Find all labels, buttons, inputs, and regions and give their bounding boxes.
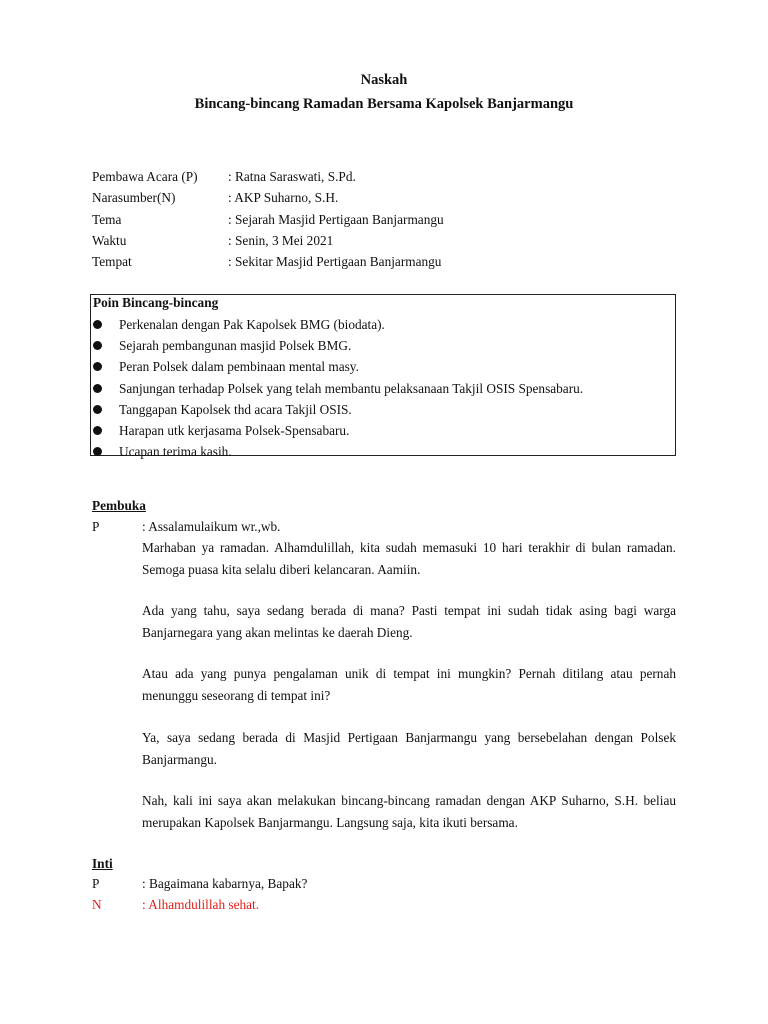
poin-item (91, 335, 671, 356)
pembuka-paragraph: Atau ada yang punya pengalaman unik di tempat ini mungkin? Pernah ditilang atau pernah menunggu seseorang di tempat ini? (142, 666, 676, 703)
meta-key: Pembawa Acara (P) (92, 169, 198, 184)
poin-item (91, 420, 671, 441)
bullet-icon (93, 362, 102, 371)
speaker-label: P (92, 876, 100, 891)
bullet-icon (93, 405, 102, 414)
dialogue-text: : Bagaimana kabarnya, Bapak? (142, 876, 308, 891)
poin-item (91, 441, 671, 462)
poin-item (91, 356, 671, 377)
speaker-label: N (92, 897, 102, 912)
dialogue-text: : Assalamulaikum wr.,wb. (142, 519, 281, 534)
pembuka-paragraph: Ya, saya sedang berada di Masjid Pertigaan Banjarmangu yang bersebelahan dengan Polsek Banjarmangu. (142, 730, 676, 767)
poin-item-text: Sanjungan terhadap Polsek yang telah membantu pelaksanaan Takjil OSIS Spensabaru. (119, 380, 584, 396)
speaker-label: P (92, 519, 100, 534)
meta-value: : Ratna Saraswati, S.Pd. (228, 169, 356, 184)
meta-value: : Sejarah Masjid Pertigaan Banjarmangu (228, 211, 444, 227)
meta-value: : Senin, 3 Mei 2021 (228, 232, 334, 248)
poin-item-text: Perkenalan dengan Pak Kapolsek BMG (biodata). (119, 317, 385, 332)
poin-item-text: Tanggapan Kapolsek thd acara Takjil OSIS. (119, 401, 352, 417)
meta-value: : AKP Suharno, S.H. (228, 190, 339, 206)
meta-key: Narasumber(N) (92, 190, 176, 206)
bullet-icon (93, 426, 102, 435)
meta-key: Waktu (92, 232, 127, 248)
meta-row-tempat (92, 251, 692, 272)
meta-row-tema (92, 209, 692, 230)
meta-table (92, 166, 692, 272)
pembuka-paragraph: Nah, kali ini saya akan melakukan bincang-bincang ramadan dengan AKP Suharno, S.H. beliau merupakan Kapolsek Banjarmangu. Langsung saja, kita ikuti bersama. (142, 793, 676, 830)
poin-list (91, 314, 671, 462)
bullet-icon (93, 384, 102, 393)
poin-item-text: Harapan utk kerjasama Polsek-Spensabaru. (119, 422, 350, 438)
meta-row-waktu (92, 230, 692, 251)
poin-item (91, 314, 671, 335)
poin-title: Poin Bincang-bincang (93, 295, 219, 310)
bullet-icon (93, 341, 102, 350)
meta-key: Tema (92, 211, 122, 227)
dialogue-text: : Alhamdulillah sehat. (142, 897, 260, 912)
pembuka-paragraph: Marhaban ya ramadan. Alhamdulillah, kita sudah memasuki 10 hari terakhir di bulan ramadan. Semoga puasa kita selalu diberi kelancaran. Aamiin. (142, 540, 676, 577)
meta-value: : Sekitar Masjid Pertigaan Banjarmangu (228, 254, 442, 270)
poin-item-text: Ucapan terima kasih. (119, 444, 232, 460)
document-title: Naskah (360, 72, 408, 88)
section-heading-pembuka: Pembuka (92, 498, 146, 513)
poin-item (91, 378, 671, 399)
bullet-icon (93, 447, 102, 456)
meta-row-pembawa-acara (92, 166, 692, 187)
meta-row-narasumber (92, 187, 692, 208)
section-heading-inti: Inti (92, 856, 113, 871)
document-subtitle: Bincang-bincang Ramadan Bersama Kapolsek Banjarmangu (194, 96, 574, 112)
poin-item-text: Sejarah pembangunan masjid Polsek BMG. (119, 338, 352, 354)
poin-item-text: Peran Polsek dalam pembinaan mental masy. (119, 359, 359, 375)
poin-bincang-box (90, 294, 676, 460)
poin-item (91, 399, 671, 420)
pembuka-paragraph: Ada yang tahu, saya sedang berada di mana? Pasti tempat ini sudah tidak asing bagi warga Banjarnegara yang akan melintas ke daerah Dieng. (142, 603, 676, 640)
bullet-icon (93, 320, 102, 329)
meta-key: Tempat (92, 254, 132, 270)
